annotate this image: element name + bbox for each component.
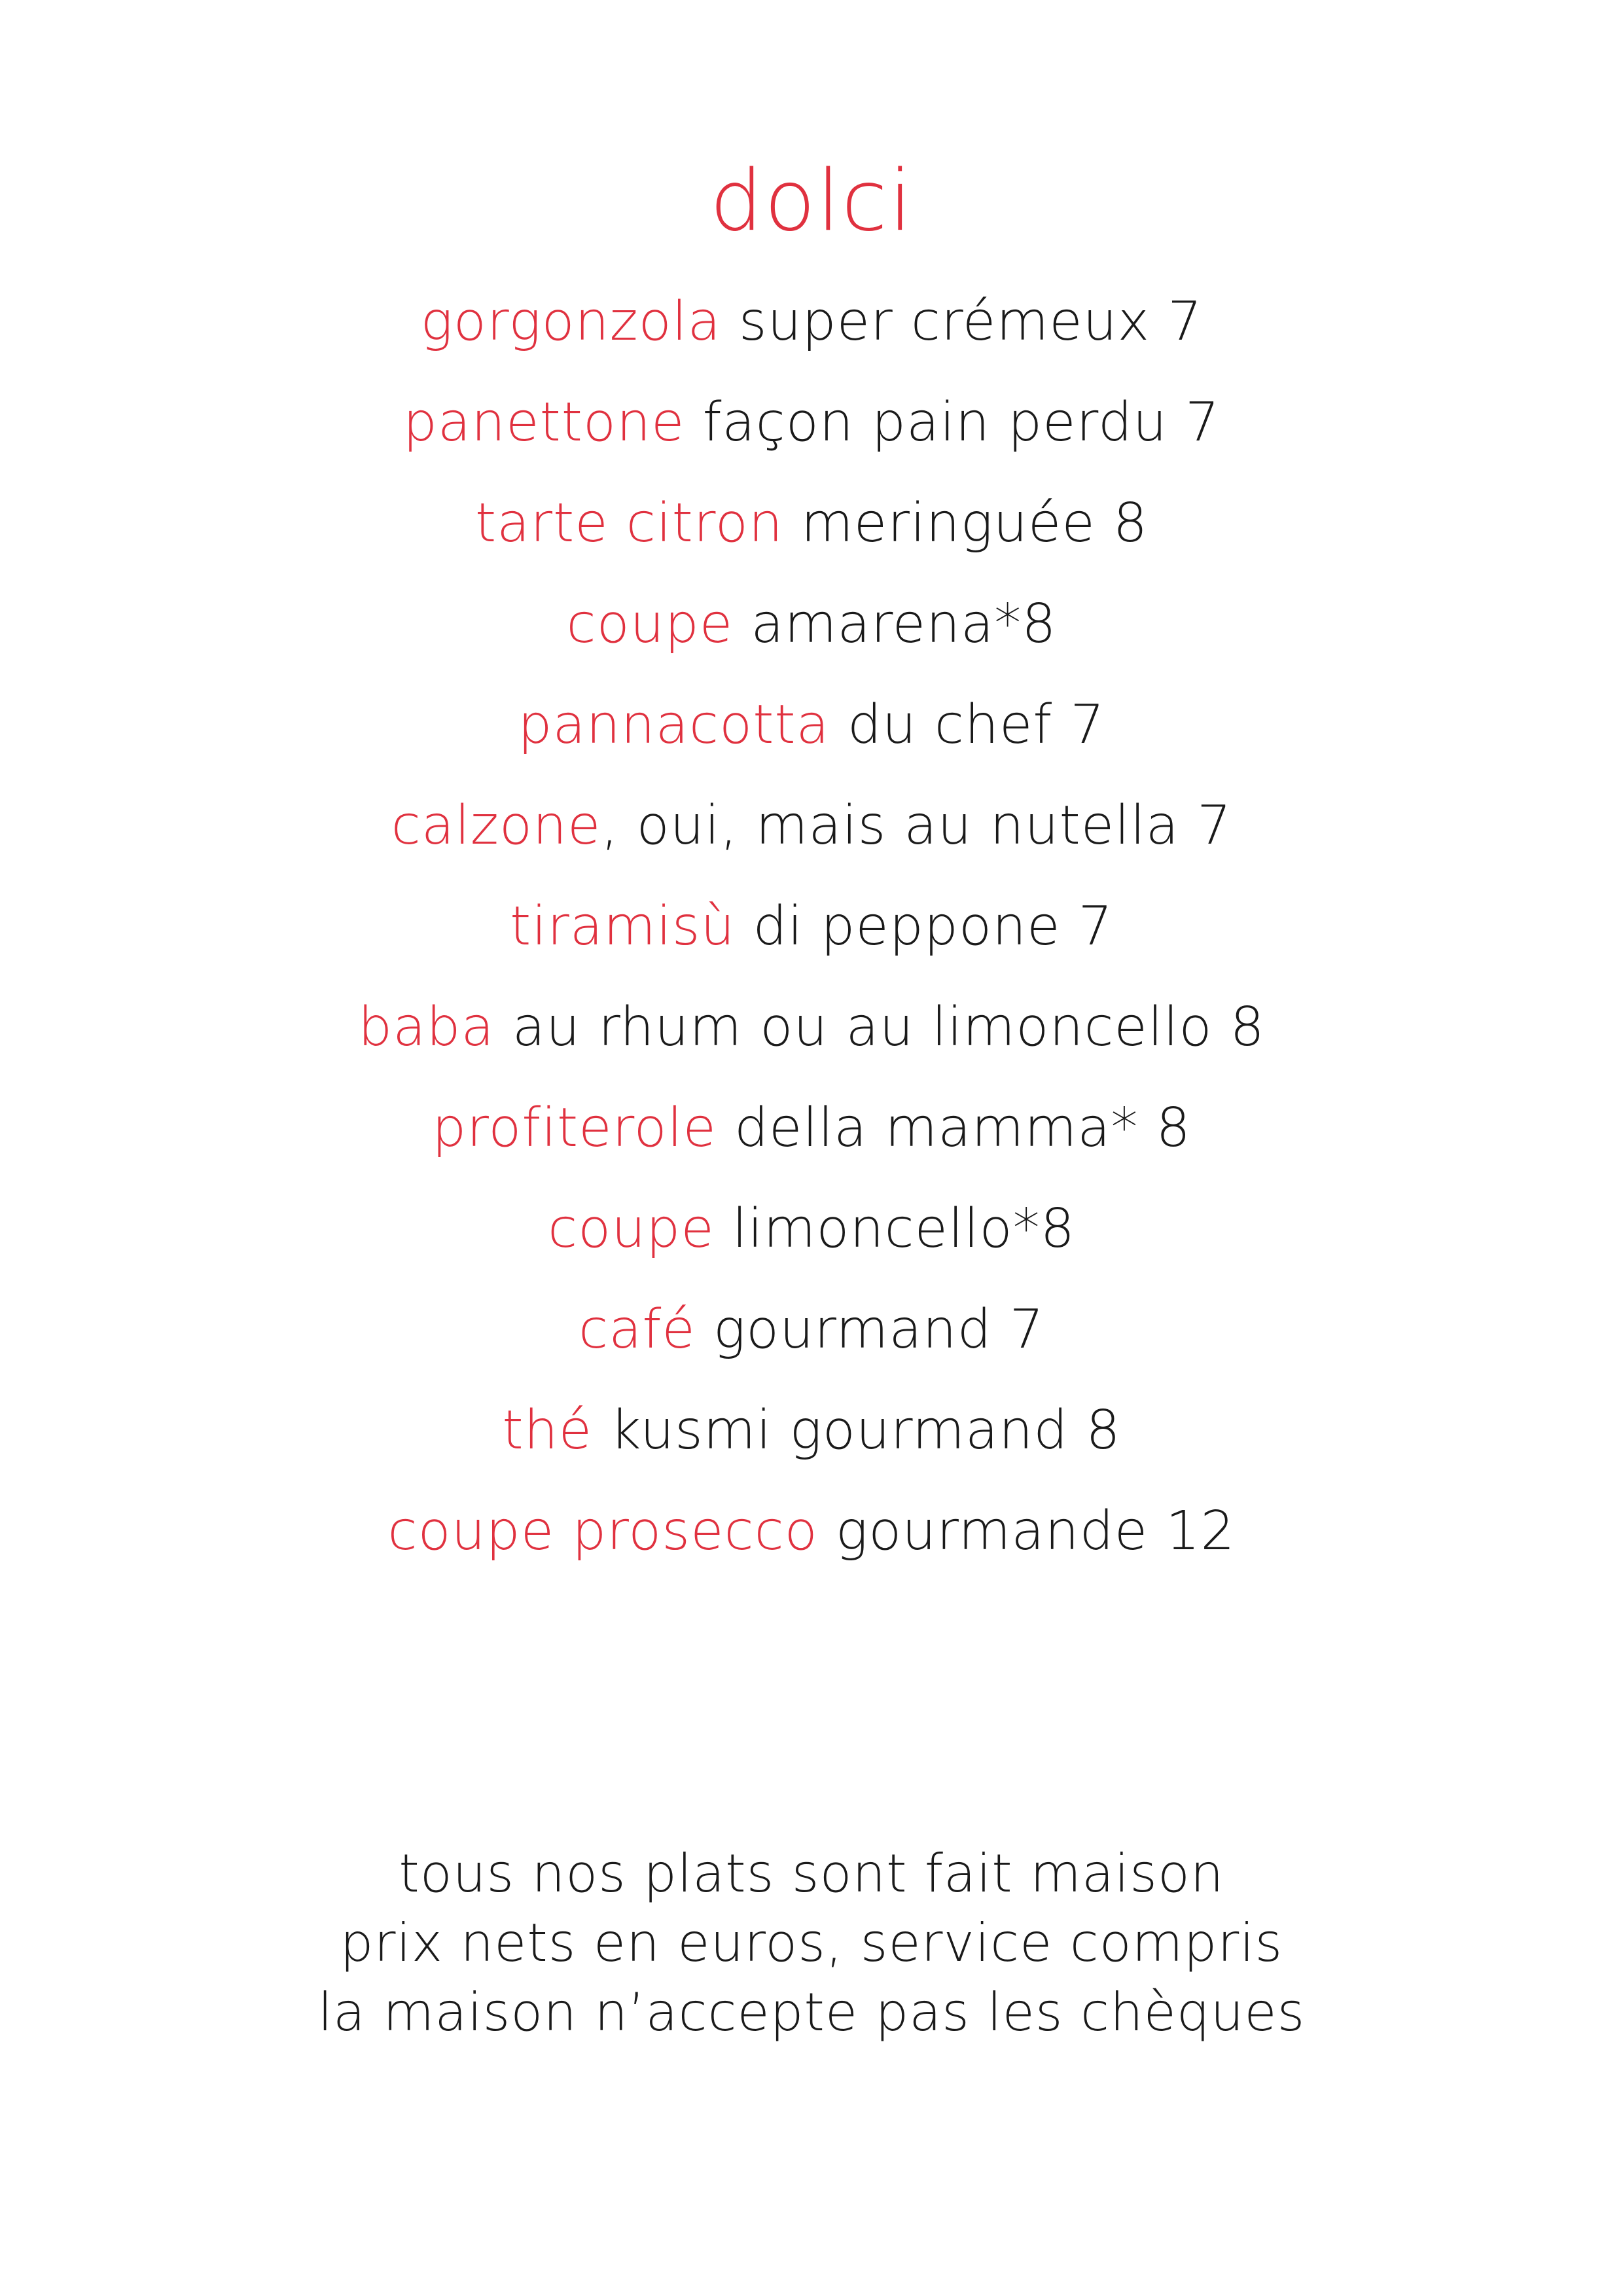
list-item <box>0 977 1623 1078</box>
item-name: baba <box>358 996 495 1058</box>
footer-line-homemade: tous nos plats sont fait maison <box>399 1843 1224 1904</box>
list-item <box>0 1481 1623 1582</box>
item-name: calzone <box>391 795 601 857</box>
footer-line-prices: prix nets en euros, service compris <box>340 1912 1283 1973</box>
list-item <box>0 272 1623 372</box>
item-description: au rhum ou au limoncello 8 <box>494 996 1265 1058</box>
item-description: super crémeux 7 <box>721 291 1203 353</box>
item-name: panettone <box>402 391 685 454</box>
item-description: amarena*8 <box>733 593 1057 655</box>
list-item <box>0 473 1623 574</box>
item-description: kusmi gourmand 8 <box>592 1399 1121 1462</box>
list-item <box>0 1078 1623 1179</box>
list-item <box>0 372 1623 473</box>
item-name: thé <box>502 1399 593 1462</box>
item-name: coupe <box>566 593 734 655</box>
footer-notes <box>0 1839 1623 2047</box>
item-description: meringuée 8 <box>783 492 1149 554</box>
item-name: gorgonzola <box>420 291 721 353</box>
item-name: café <box>579 1299 696 1361</box>
page-title: dolci <box>709 152 914 250</box>
list-item <box>0 1380 1623 1481</box>
item-description: gourmande 12 <box>817 1500 1236 1562</box>
list-item <box>0 1280 1623 1380</box>
list-item <box>0 675 1623 776</box>
item-name: profiterole <box>432 1097 717 1159</box>
item-name: pannacotta <box>518 694 830 756</box>
list-item <box>0 574 1623 675</box>
footer-line-payment: la maison n’accepte pas les chèques <box>317 1982 1306 2043</box>
item-name: coupe <box>548 1198 715 1260</box>
item-description: della mamma* 8 <box>716 1097 1191 1159</box>
list-item <box>0 876 1623 977</box>
item-description: , oui, mais au nutella 7 <box>601 795 1232 857</box>
item-description: di peppone 7 <box>735 895 1113 958</box>
list-item <box>0 776 1623 876</box>
item-description: gourmand 7 <box>695 1299 1044 1361</box>
list-item <box>0 1179 1623 1280</box>
item-description: façon pain perdu 7 <box>685 391 1221 454</box>
item-name: tarte citron <box>474 492 783 554</box>
item-description: limoncello*8 <box>714 1198 1075 1260</box>
item-name: coupe prosecco <box>387 1500 818 1562</box>
item-name: tiramisù <box>510 895 736 958</box>
dessert-list <box>0 272 1623 1582</box>
item-description: du chef 7 <box>829 694 1105 756</box>
